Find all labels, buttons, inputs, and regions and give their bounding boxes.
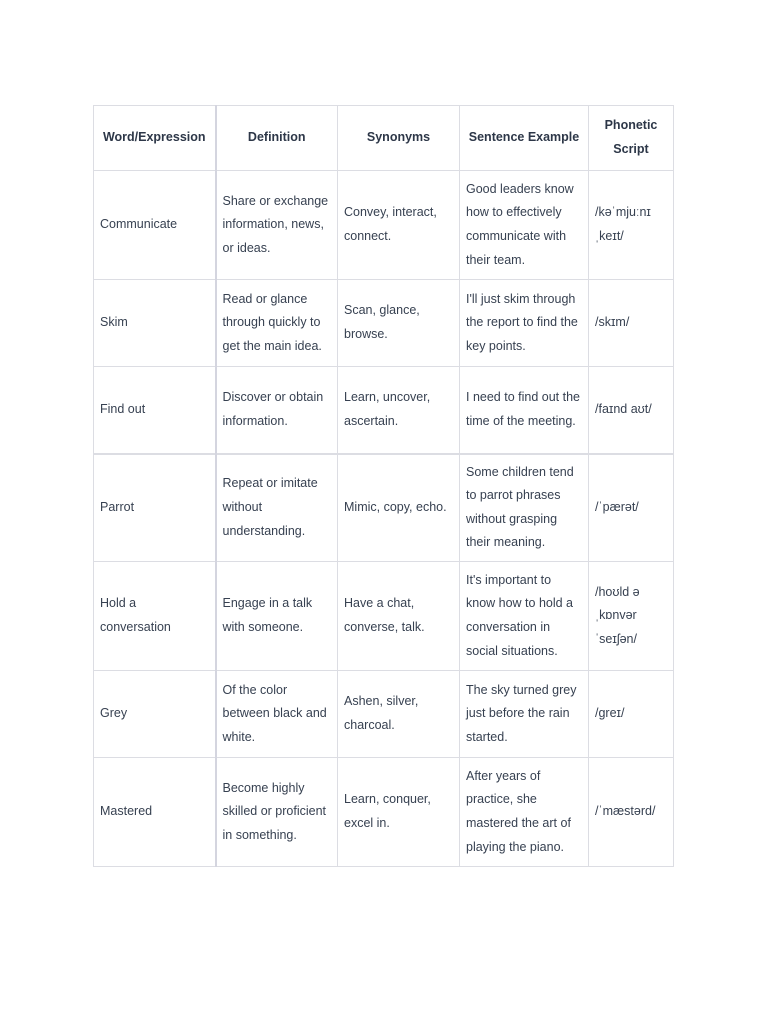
cell-definition: Engage in a talk with someone. bbox=[216, 562, 338, 671]
table-header-row bbox=[94, 106, 674, 171]
cell-synonyms: Convey, interact, connect. bbox=[338, 171, 460, 280]
cell-word: Skim bbox=[94, 280, 216, 367]
cell-example: I'll just skim through the report to find the key points. bbox=[460, 280, 589, 367]
cell-definition: Share or exchange information, news, or ideas. bbox=[216, 171, 338, 280]
cell-phonetic: /kəˈmjuːnɪˌkeɪt/ bbox=[589, 171, 674, 280]
cell-phonetic: /skɪm/ bbox=[589, 280, 674, 367]
cell-word: Parrot bbox=[94, 454, 216, 562]
cell-example: After years of practice, she mastered the art of playing the piano. bbox=[460, 758, 589, 867]
cell-synonyms: Ashen, silver, charcoal. bbox=[338, 671, 460, 758]
cell-word: Grey bbox=[94, 671, 216, 758]
table-row bbox=[94, 758, 674, 867]
cell-phonetic: /hoʊld ə ˌkɒnvərˈseɪʃən/ bbox=[589, 562, 674, 671]
header-definition: Definition bbox=[216, 106, 338, 171]
cell-definition: Read or glance through quickly to get the main idea. bbox=[216, 280, 338, 367]
table-row bbox=[94, 671, 674, 758]
table-row bbox=[94, 454, 674, 562]
cell-synonyms: Scan, glance, browse. bbox=[338, 280, 460, 367]
table-row bbox=[94, 171, 674, 280]
cell-synonyms: Learn, uncover, ascertain. bbox=[338, 367, 460, 454]
header-word-expression: Word/Expression bbox=[94, 106, 216, 171]
cell-definition: Become highly skilled or proficient in something. bbox=[216, 758, 338, 867]
cell-word: Hold a conversation bbox=[94, 562, 216, 671]
cell-definition: Discover or obtain information. bbox=[216, 367, 338, 454]
cell-definition: Repeat or imitate without understanding. bbox=[216, 454, 338, 562]
cell-synonyms: Have a chat, converse, talk. bbox=[338, 562, 460, 671]
table-row bbox=[94, 367, 674, 454]
cell-phonetic: /ˈmæstərd/ bbox=[589, 758, 674, 867]
header-synonyms: Synonyms bbox=[338, 106, 460, 171]
cell-example: I need to find out the time of the meeting. bbox=[460, 367, 589, 454]
table-row bbox=[94, 562, 674, 671]
cell-phonetic: /ɡreɪ/ bbox=[589, 671, 674, 758]
cell-phonetic: /ˈpærət/ bbox=[589, 454, 674, 562]
table-row bbox=[94, 280, 674, 367]
header-sentence-example: Sentence Example bbox=[460, 106, 589, 171]
cell-synonyms: Learn, conquer, excel in. bbox=[338, 758, 460, 867]
cell-definition: Of the color between black and white. bbox=[216, 671, 338, 758]
cell-synonyms: Mimic, copy, echo. bbox=[338, 454, 460, 562]
cell-word: Communicate bbox=[94, 171, 216, 280]
header-phonetic-script: Phonetic Script bbox=[589, 106, 674, 171]
cell-word: Mastered bbox=[94, 758, 216, 867]
cell-word: Find out bbox=[94, 367, 216, 454]
cell-example: Good leaders know how to effectively communicate with their team. bbox=[460, 171, 589, 280]
cell-example: It's important to know how to hold a conversation in social situations. bbox=[460, 562, 589, 671]
cell-phonetic: /faɪnd aʊt/ bbox=[589, 367, 674, 454]
vocabulary-table bbox=[93, 105, 674, 867]
cell-example: Some children tend to parrot phrases without grasping their meaning. bbox=[460, 454, 589, 562]
cell-example: The sky turned grey just before the rain started. bbox=[460, 671, 589, 758]
